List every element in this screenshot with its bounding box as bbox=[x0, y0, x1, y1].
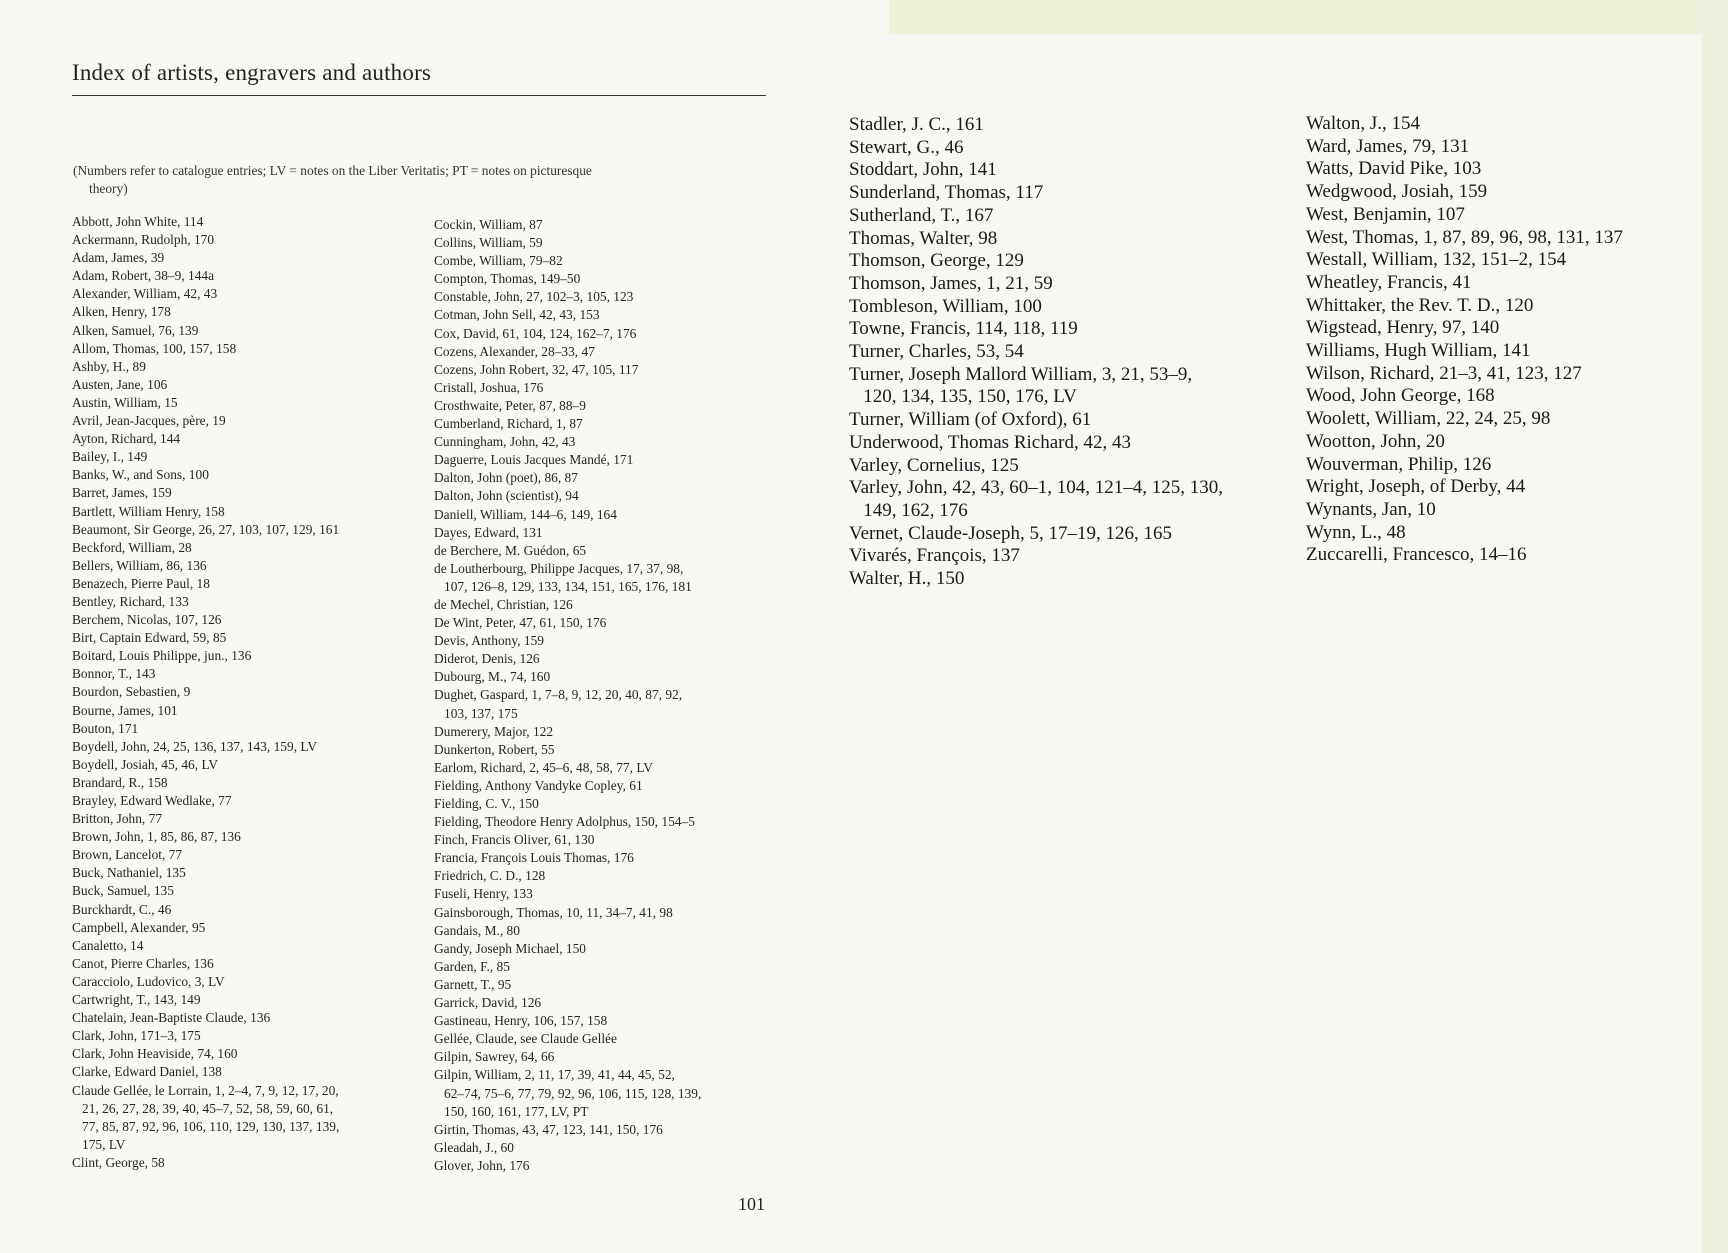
index-entry: Wynn, L., 48 bbox=[1306, 521, 1406, 543]
scan-margin-top bbox=[889, 0, 1703, 34]
index-entry: Vivarés, François, 137 bbox=[849, 545, 1020, 567]
index-entry: West, Benjamin, 107 bbox=[1306, 203, 1465, 225]
index-entry: Britton, John, 77 bbox=[72, 811, 163, 827]
index-entry: Bailey, I., 149 bbox=[72, 449, 148, 465]
index-entry: Towne, Francis, 114, 118, 119 bbox=[849, 318, 1078, 340]
index-entry: Birt, Captain Edward, 59, 85 bbox=[72, 630, 227, 646]
index-entry: Campbell, Alexander, 95 bbox=[72, 919, 206, 935]
index-entry: Stewart, G., 46 bbox=[849, 136, 964, 158]
index-entry: Clarke, Edward Daniel, 138 bbox=[72, 1064, 222, 1080]
index-entry: Austen, Jane, 106 bbox=[72, 376, 168, 392]
index-entry: Alken, Samuel, 76, 139 bbox=[72, 322, 199, 338]
index-entry: Beckford, William, 28 bbox=[72, 539, 192, 555]
index-entry: Fuseli, Henry, 133 bbox=[434, 886, 533, 902]
index-entry: Francia, François Louis Thomas, 176 bbox=[434, 850, 634, 866]
index-entry: Watts, David Pike, 103 bbox=[1306, 158, 1482, 180]
index-entry: Collins, William, 59 bbox=[434, 235, 543, 251]
index-entry: Abbott, John White, 114 bbox=[72, 214, 204, 229]
index-entry: Dubourg, M., 74, 160 bbox=[434, 669, 551, 685]
index-entry: Sunderland, Thomas, 117 bbox=[849, 182, 1044, 204]
index-entry: Cotman, John Sell, 42, 43, 153 bbox=[434, 307, 600, 323]
index-entry: Bonnor, T., 143 bbox=[72, 666, 156, 682]
index-entry: Whittaker, the Rev. T. D., 120 bbox=[1306, 294, 1534, 316]
index-entry: Dalton, John (poet), 86, 87 bbox=[434, 470, 578, 486]
index-entry: Bentley, Richard, 133 bbox=[72, 593, 189, 609]
index-entry: Gastineau, Henry, 106, 157, 158 bbox=[434, 1013, 608, 1029]
index-entry: Zuccarelli, Francesco, 14–16 bbox=[1306, 544, 1527, 566]
index-entry: Banks, W., and Sons, 100 bbox=[72, 467, 209, 483]
index-entry: Constable, John, 27, 102–3, 105, 123 bbox=[434, 289, 634, 305]
index-entry: de Loutherbourg, Philippe Jacques, 17, 37, 98, bbox=[434, 560, 684, 576]
index-entry: Stoddart, John, 141 bbox=[849, 159, 997, 181]
index-entry: Cockin, William, 87 bbox=[434, 217, 543, 232]
index-entry: Alexander, William, 42, 43 bbox=[72, 286, 218, 302]
index-entry: Woolett, William, 22, 24, 25, 98 bbox=[1306, 408, 1551, 430]
index-entry: Stadler, J. C., 161 bbox=[849, 114, 984, 135]
index-entry: Gilpin, William, 2, 11, 17, 39, 41, 44, 45, 52, bbox=[434, 1067, 675, 1083]
running-title: Index of artists, engravers and authors bbox=[72, 60, 432, 85]
index-entry: Gleadah, J., 60 bbox=[434, 1139, 514, 1155]
index-entry: De Wint, Peter, 47, 61, 150, 176 bbox=[434, 615, 607, 631]
index-entry: Gandais, M., 80 bbox=[434, 922, 520, 938]
index-entry: Ashby, H., 89 bbox=[72, 358, 146, 374]
index-entry: Glover, John, 176 bbox=[434, 1157, 530, 1173]
index-entry: Brown, Lancelot, 77 bbox=[72, 847, 183, 863]
index-entry: Canot, Pierre Charles, 136 bbox=[72, 955, 214, 971]
index-entry: Brayley, Edward Wedlake, 77 bbox=[72, 793, 232, 808]
index-entry: Brown, John, 1, 85, 86, 87, 136 bbox=[72, 829, 241, 845]
index-entry: Buck, Nathaniel, 135 bbox=[72, 865, 186, 881]
index-entry: Garden, F., 85 bbox=[434, 958, 510, 974]
index-entry: Westall, William, 132, 151–2, 154 bbox=[1306, 249, 1567, 271]
index-entry: 149, 162, 176 bbox=[849, 499, 968, 521]
index-entry: Turner, William (of Oxford), 61 bbox=[849, 409, 1092, 431]
index-entry: Clark, John, 171–3, 175 bbox=[72, 1028, 201, 1044]
index-entry: Wood, John George, 168 bbox=[1306, 385, 1495, 407]
index-entry: Allom, Thomas, 100, 157, 158 bbox=[72, 340, 237, 356]
index-entry: Alken, Henry, 178 bbox=[72, 304, 171, 320]
index-entry: Caracciolo, Ludovico, 3, LV bbox=[72, 973, 225, 989]
index-entry: Girtin, Thomas, 43, 47, 123, 141, 150, 176 bbox=[434, 1121, 663, 1137]
index-entry: Walton, J., 154 bbox=[1306, 113, 1421, 134]
page-number: 101 bbox=[738, 1194, 765, 1214]
index-entry: Dayes, Edward, 131 bbox=[434, 524, 543, 540]
index-note bbox=[73, 162, 773, 197]
index-entry: de Mechel, Christian, 126 bbox=[434, 596, 573, 612]
index-entry: Barret, James, 159 bbox=[72, 485, 172, 501]
index-entry: Daguerre, Louis Jacques Mandé, 171 bbox=[434, 452, 634, 468]
index-entry: Austin, William, 15 bbox=[72, 394, 178, 410]
index-entry: Gellée, Claude, see Claude Gellée bbox=[434, 1031, 617, 1047]
index-entry: Compton, Thomas, 149–50 bbox=[434, 271, 581, 287]
index-column-4 bbox=[1306, 113, 1706, 567]
index-entry: Cozens, John Robert, 32, 47, 105, 117 bbox=[434, 361, 639, 377]
index-entry: Wouverman, Philip, 126 bbox=[1306, 453, 1492, 475]
index-entry: Fielding, Anthony Vandyke Copley, 61 bbox=[434, 777, 643, 793]
index-entry: 62–74, 75–6, 77, 79, 92, 96, 106, 115, 128, 139, bbox=[434, 1085, 702, 1101]
index-entry: Ward, James, 79, 131 bbox=[1306, 135, 1470, 157]
index-entry: Cozens, Alexander, 28–33, 47 bbox=[434, 343, 595, 359]
index-entry: Wootton, John, 20 bbox=[1306, 430, 1445, 452]
index-entry: Adam, Robert, 38–9, 144a bbox=[72, 268, 215, 284]
index-entry: Earlom, Richard, 2, 45–6, 48, 58, 77, LV bbox=[434, 759, 653, 775]
index-entry: Berchem, Nicolas, 107, 126 bbox=[72, 612, 222, 628]
index-column-1 bbox=[72, 213, 412, 1172]
index-entry: Bellers, William, 86, 136 bbox=[72, 557, 207, 573]
index-entry: West, Thomas, 1, 87, 89, 96, 98, 131, 137 bbox=[1306, 226, 1623, 248]
index-column-3 bbox=[849, 114, 1279, 591]
index-entry: Ayton, Richard, 144 bbox=[72, 431, 181, 447]
index-entry: Beaumont, Sir George, 26, 27, 103, 107, 129, 161 bbox=[72, 521, 340, 537]
index-entry: Diderot, Denis, 126 bbox=[434, 651, 540, 667]
index-entry: Tombleson, William, 100 bbox=[849, 295, 1042, 317]
index-entry: Bourne, James, 101 bbox=[72, 702, 178, 718]
index-entry: Fielding, C. V., 150 bbox=[434, 796, 539, 811]
index-entry: Chatelain, Jean-Baptiste Claude, 136 bbox=[72, 1010, 271, 1026]
index-entry: Boydell, John, 24, 25, 136, 137, 143, 159, LV bbox=[72, 738, 318, 754]
index-column-2 bbox=[434, 216, 784, 1175]
index-entry: Fielding, Theodore Henry Adolphus, 150, 154–5 bbox=[434, 814, 695, 830]
index-entry: Garnett, T., 95 bbox=[434, 976, 512, 992]
index-entry: de Berchere, M. Guédon, 65 bbox=[434, 542, 587, 558]
index-entry: Claude Gellée, le Lorrain, 1, 2–4, 7, 9, 12, 17, 20, bbox=[72, 1082, 339, 1098]
index-entry: Combe, William, 79–82 bbox=[434, 253, 563, 269]
index-entry: Cartwright, T., 143, 149 bbox=[72, 992, 201, 1008]
index-entry: Varley, Cornelius, 125 bbox=[849, 454, 1019, 476]
index-entry: Bartlett, William Henry, 158 bbox=[72, 503, 225, 519]
index-entry: Crosthwaite, Peter, 87, 88–9 bbox=[434, 397, 586, 413]
index-entry: Wedgwood, Josiah, 159 bbox=[1306, 181, 1488, 203]
index-note-line2: theory) bbox=[89, 180, 128, 196]
index-entry: Burckhardt, C., 46 bbox=[72, 901, 172, 917]
index-entry: Bourdon, Sebastien, 9 bbox=[72, 684, 191, 700]
index-entry: Daniell, William, 144–6, 149, 164 bbox=[434, 506, 617, 522]
index-note-line1: (Numbers refer to catalogue entries; LV = notes on the Liber Veritatis; PT = notes on picturesque bbox=[73, 163, 592, 178]
index-entry: Williams, Hugh William, 141 bbox=[1306, 340, 1531, 362]
index-entry: Garrick, David, 126 bbox=[434, 995, 542, 1011]
index-entry: Sutherland, T., 167 bbox=[849, 204, 994, 226]
index-entry: Thomson, James, 1, 21, 59 bbox=[849, 272, 1053, 294]
index-entry: Dughet, Gaspard, 1, 7–8, 9, 12, 20, 40, 87, 92, bbox=[434, 687, 683, 703]
index-entry: Ackermann, Rudolph, 170 bbox=[72, 232, 215, 248]
index-entry: Wright, Joseph, of Derby, 44 bbox=[1306, 476, 1526, 498]
index-entry: Varley, John, 42, 43, 60–1, 104, 121–4, 125, 130, bbox=[849, 477, 1223, 499]
index-entry: Walter, H., 150 bbox=[849, 568, 965, 590]
index-entry: Brandard, R., 158 bbox=[72, 774, 168, 790]
index-entry: 175, LV bbox=[72, 1136, 126, 1152]
index-entry: Wilson, Richard, 21–3, 41, 123, 127 bbox=[1306, 362, 1582, 384]
index-entry: 150, 160, 161, 177, LV, PT bbox=[434, 1103, 589, 1119]
index-entry: 107, 126–8, 129, 133, 134, 151, 165, 176, 181 bbox=[434, 578, 692, 594]
index-entry: Cristall, Joshua, 176 bbox=[434, 379, 544, 395]
index-entry: Benazech, Pierre Paul, 18 bbox=[72, 575, 210, 591]
index-entry: Dumerery, Major, 122 bbox=[434, 723, 554, 739]
index-entry: Turner, Charles, 53, 54 bbox=[849, 341, 1024, 363]
index-entry: Canaletto, 14 bbox=[72, 937, 144, 953]
index-entry: Dalton, John (scientist), 94 bbox=[434, 488, 579, 504]
index-entry: Clint, George, 58 bbox=[72, 1154, 165, 1170]
index-entry: Cumberland, Richard, 1, 87 bbox=[434, 416, 583, 432]
index-entry: Cox, David, 61, 104, 124, 162–7, 176 bbox=[434, 325, 637, 341]
index-entry: 21, 26, 27, 28, 39, 40, 45–7, 52, 58, 59, 60, 61, bbox=[72, 1100, 334, 1116]
index-entry: Wynants, Jan, 10 bbox=[1306, 498, 1436, 520]
index-entry: Gilpin, Sawrey, 64, 66 bbox=[434, 1049, 555, 1065]
index-entry: Dunkerton, Robert, 55 bbox=[434, 741, 555, 757]
index-entry: Gainsborough, Thomas, 10, 11, 34–7, 41, 98 bbox=[434, 904, 673, 920]
index-entry: Avril, Jean-Jacques, père, 19 bbox=[72, 413, 226, 429]
index-entry: Bouton, 171 bbox=[72, 720, 139, 736]
index-entry: Thomson, George, 129 bbox=[849, 250, 1024, 272]
index-entry: Buck, Samuel, 135 bbox=[72, 883, 174, 899]
index-entry: Devis, Anthony, 159 bbox=[434, 633, 544, 649]
index-entry: Underwood, Thomas Richard, 42, 43 bbox=[849, 431, 1131, 453]
index-entry: 77, 85, 87, 92, 96, 106, 110, 129, 130, 137, 139, bbox=[72, 1118, 340, 1134]
index-entry: Wheatley, Francis, 41 bbox=[1306, 271, 1472, 293]
index-entry: Cunningham, John, 42, 43 bbox=[434, 434, 576, 450]
index-entry: Boitard, Louis Philippe, jun., 136 bbox=[72, 648, 252, 664]
index-entry: Adam, James, 39 bbox=[72, 250, 165, 266]
index-entry: Gandy, Joseph Michael, 150 bbox=[434, 940, 586, 956]
index-entry: Friedrich, C. D., 128 bbox=[434, 868, 546, 884]
index-entry: Thomas, Walter, 98 bbox=[849, 227, 998, 249]
index-entry: Finch, Francis Oliver, 61, 130 bbox=[434, 832, 595, 848]
index-entry: 103, 137, 175 bbox=[434, 705, 518, 721]
title-rule bbox=[72, 95, 766, 96]
index-entry: Clark, John Heaviside, 74, 160 bbox=[72, 1046, 238, 1062]
index-entry: 120, 134, 135, 150, 176, LV bbox=[849, 386, 1077, 408]
index-entry: Vernet, Claude-Joseph, 5, 17–19, 126, 165 bbox=[849, 522, 1172, 544]
index-entry: Boydell, Josiah, 45, 46, LV bbox=[72, 756, 219, 772]
index-entry: Wigstead, Henry, 97, 140 bbox=[1306, 317, 1500, 339]
index-entry: Turner, Joseph Mallord William, 3, 21, 53–9, bbox=[849, 363, 1193, 385]
